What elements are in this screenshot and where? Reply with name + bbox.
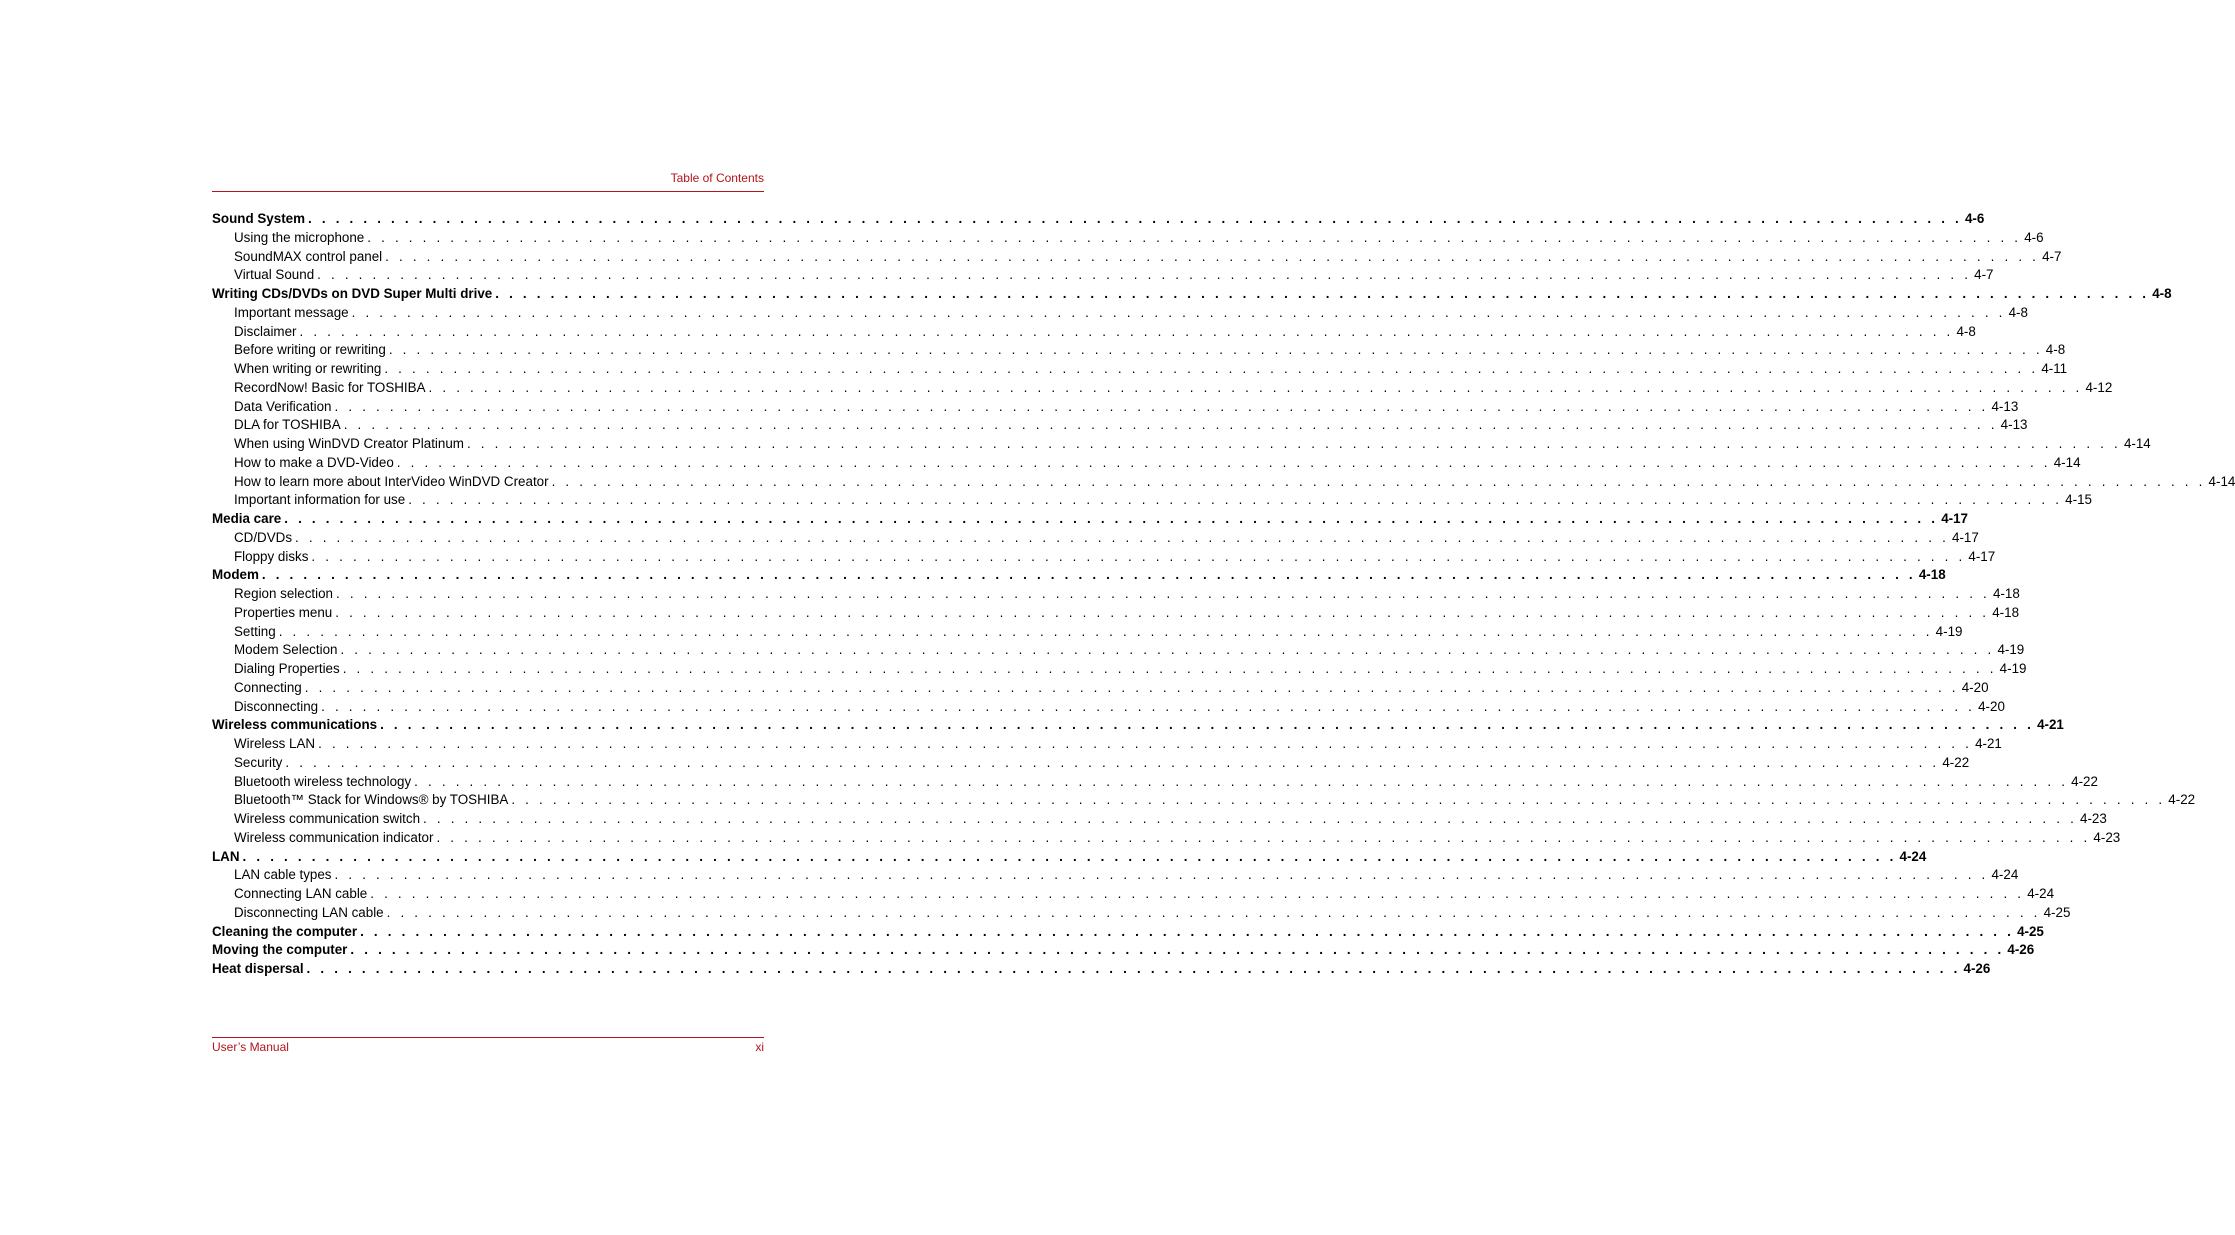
toc-section-entry[interactable] [212, 848, 1927, 867]
toc-dot-leader: . . . . . . . . . . . . . . . . . . . . . . . . . . . . . . . . . . . . . . . . . . . . . . . . . . . . . . . . . . . . . . . . . . . . . . . . . . . . . . . . . . . . . . . . . . . . . . . . . . . . . . . . . . . . . . . . . . . . . . . . [295, 529, 1949, 545]
toc-subsection-entry[interactable] [212, 641, 2025, 660]
toc-entry-page: 4-25 [2017, 923, 2044, 939]
toc-entry-label: Properties menu [234, 604, 333, 620]
toc-dot-leader: . . . . . . . . . . . . . . . . . . . . . . . . . . . . . . . . . . . . . . . . . . . . . . . . . . . . . . . . . . . . . . . . . . . . . . . . . . . . . . . . . . . . . . . . . . . . . . . . . . . . . . . . . . . . . . . . . . . . . . . . [350, 942, 2005, 958]
toc-entry-page: 4-25 [2043, 904, 2071, 920]
toc-dot-leader: . . . . . . . . . . . . . . . . . . . . . . . . . . . . . . . . . . . . . . . . . . . . . . . . . . . . . . . . . . . . . . . . . . . . . . . . . . . . . . . . . . . . . . . . . . . . . . . . . . . . . . . . . . . . . . . . . . . . . . . . [551, 473, 2206, 489]
toc-entry-label: Wireless communication indicator [234, 829, 434, 845]
toc-subsection-entry[interactable] [212, 623, 1963, 642]
toc-dot-leader: . . . . . . . . . . . . . . . . . . . . . . . . . . . . . . . . . . . . . . . . . . . . . . . . . . . . . . . . . . . . . . . . . . . . . . . . . . . . . . . . . . . . . . . . . . . . . . . . . . . . . . . . . . . . . . . . . . . . . . . . [466, 436, 2121, 451]
toc-entry-page: 4-19 [1997, 642, 2025, 658]
toc-dot-leader: . . . . . . . . . . . . . . . . . . . . . . . . . . . . . . . . . . . . . . . . . . . . . . . . . . . . . . . . . . . . . . . . . . . . . . . . . . . . . . . . . . . . . . . . . . . . . . . . . . . . . . . . . . . . . . . . . . . . . . . . [414, 773, 2069, 789]
toc-entry-page: 4-8 [1956, 323, 1976, 339]
toc-section-entry[interactable] [212, 210, 1985, 229]
toc-entry-page: 4-17 [1952, 529, 1979, 545]
toc-dot-leader: . . . . . . . . . . . . . . . . . . . . . . . . . . . . . . . . . . . . . . . . . . . . . . . . . . . . . . . . . . . . . . . . . . . . . . . . . . . . . . . . . . . . . . . . . . . . . . . . . . . . . . . . . . . . . . . . . . . . . . . . [284, 511, 1939, 526]
toc-dot-leader: . . . . . . . . . . . . . . . . . . . . . . . . . . . . . . . . . . . . . . . . . . . . . . . . . . . . . . . . . . . . . . . . . . . . . . . . . . . . . . . . . . . . . . . . . . . . . . . . . . . . . . . . . . . . . . . . . . . . . . . . [285, 754, 1940, 770]
toc-entry-label: Disclaimer [234, 323, 297, 339]
toc-subsection-entry[interactable] [212, 904, 2071, 923]
toc-dot-leader: . . . . . . . . . . . . . . . . . . . . . . . . . . . . . . . . . . . . . . . . . . . . . . . . . . . . . . . . . . . . . . . . . . . . . . . . . . . . . . . . . . . . . . . . . . . . . . . . . . . . . . . . . . . . . . . . . . . . . . . . [334, 867, 1989, 883]
toc-entry-page: 4-15 [2065, 492, 2092, 508]
toc-section-entry[interactable] [212, 960, 1991, 979]
toc-entry-label: Connecting LAN cable [234, 886, 368, 901]
toc-entry-label: Wireless communications [212, 717, 378, 733]
toc-entry-page: 4-24 [1899, 848, 1927, 864]
toc-dot-leader: . . . . . . . . . . . . . . . . . . . . . . . . . . . . . . . . . . . . . . . . . . . . . . . . . . . . . . . . . . . . . . . . . . . . . . . . . . . . . . . . . . . . . . . . . . . . . . . . . . . . . . . . . . . . . . . . . . . . . . . . [351, 304, 2006, 320]
toc-dot-leader: . . . . . . . . . . . . . . . . . . . . . . . . . . . . . . . . . . . . . . . . . . . . . . . . . . . . . . . . . . . . . . . . . . . . . . . . . . . . . . . . . . . . . . . . . . . . . . . . . . . . . . . . . . . . . . . . . . . . . . . . [388, 342, 2043, 358]
toc-dot-leader: . . . . . . . . . . . . . . . . . . . . . . . . . . . . . . . . . . . . . . . . . . . . . . . . . . . . . . . . . . . . . . . . . . . . . . . . . . . . . . . . . . . . . . . . . . . . . . . . . . . . . . . . . . . . . . . . . . . . . . . . [396, 454, 2051, 470]
toc-dot-leader: . . . . . . . . . . . . . . . . . . . . . . . . . . . . . . . . . . . . . . . . . . . . . . . . . . . . . . . . . . . . . . . . . . . . . . . . . . . . . . . . . . . . . . . . . . . . . . . . . . . . . . . . . . . . . . . . . . . . . . . . [386, 904, 2041, 920]
toc-entry-page: 4-12 [2085, 379, 2113, 395]
toc-dot-leader: . . . . . . . . . . . . . . . . . . . . . . . . . . . . . . . . . . . . . . . . . . . . . . . . . . . . . . . . . . . . . . . . . . . . . . . . . . . . . . . . . . . . . . . . . . . . . . . . . . . . . . . . . . . . . . . . . . . . . . . . [334, 398, 1989, 414]
toc-dot-leader: . . . . . . . . . . . . . . . . . . . . . . . . . . . . . . . . . . . . . . . . . . . . . . . . . . . . . . . . . . . . . . . . . . . . . . . . . . . . . . . . . . . . . . . . . . . . . . . . . . . . . . . . . . . . . . . . . . . . . . . . [311, 548, 1966, 564]
toc-subsection-entry[interactable] [212, 585, 2020, 604]
toc-entry-page: 4-22 [1942, 754, 1970, 770]
toc-entry-page: 4-20 [1961, 679, 1989, 695]
toc-entry-label: LAN cable types [234, 867, 332, 883]
toc-entry-label: How to make a DVD-Video [234, 454, 394, 470]
toc-entry-label: How to learn more about InterVideo WinDVD Creator [234, 473, 549, 489]
toc-subsection-entry[interactable] [212, 304, 2028, 323]
toc-subsection-entry[interactable] [212, 398, 2019, 417]
toc-entry-page: 4-17 [1941, 511, 1969, 526]
toc-dot-leader: . . . . . . . . . . . . . . . . . . . . . . . . . . . . . . . . . . . . . . . . . . . . . . . . . . . . . . . . . . . . . . . . . . . . . . . . . . . . . . . . . . . . . . . . . . . . . . . . . . . . . . . . . . . . . . . . . . . . . . . . [340, 642, 1995, 658]
toc-dot-leader: . . . . . . . . . . . . . . . . . . . . . . . . . . . . . . . . . . . . . . . . . . . . . . . . . . . . . . . . . . . . . . . . . . . . . . . . . . . . . . . . . . . . . . . . . . . . . . . . . . . . . . . . . . . . . . . . . . . . . . . . [318, 736, 1973, 751]
toc-entry-label: Important message [234, 304, 349, 320]
toc-dot-leader: . . . . . . . . . . . . . . . . . . . . . . . . . . . . . . . . . . . . . . . . . . . . . . . . . . . . . . . . . . . . . . . . . . . . . . . . . . . . . . . . . . . . . . . . . . . . . . . . . . . . . . . . . . . . . . . . . . . . . . . . [261, 567, 1916, 583]
toc-subsection-entry[interactable] [212, 360, 2068, 379]
toc-entry-label: Data Verification [234, 398, 332, 414]
toc-dot-leader: . . . . . . . . . . . . . . . . . . . . . . . . . . . . . . . . . . . . . . . . . . . . . . . . . . . . . . . . . . . . . . . . . . . . . . . . . . . . . . . . . . . . . . . . . . . . . . . . . . . . . . . . . . . . . . . . . . . . . . . . [423, 811, 2077, 826]
footer-page-number: xi [755, 1040, 764, 1054]
toc-entry-label: Modem [212, 567, 259, 583]
toc-entry-label: Region selection [234, 586, 334, 601]
toc-entry-page: 4-26 [2007, 942, 2035, 958]
toc-dot-leader: . . . . . . . . . . . . . . . . . . . . . . . . . . . . . . . . . . . . . . . . . . . . . . . . . . . . . . . . . . . . . . . . . . . . . . . . . . . . . . . . . . . . . . . . . . . . . . . . . . . . . . . . . . . . . . . . . . . . . . . . [428, 379, 2083, 395]
toc-entry-page: 4-26 [1963, 961, 1991, 976]
toc-section-entry[interactable] [212, 510, 1969, 529]
toc-dot-leader: . . . . . . . . . . . . . . . . . . . . . . . . . . . . . . . . . . . . . . . . . . . . . . . . . . . . . . . . . . . . . . . . . . . . . . . . . . . . . . . . . . . . . . . . . . . . . . . . . . . . . . . . . . . . . . . . . . . . . . . . [408, 492, 2063, 508]
toc-entry-label: DLA for TOSHIBA [234, 417, 341, 433]
toc-entry-label: Bluetooth wireless technology [234, 773, 412, 789]
toc-entry-label: Modem Selection [234, 642, 338, 658]
toc-dot-leader: . . . . . . . . . . . . . . . . . . . . . . . . . . . . . . . . . . . . . . . . . . . . . . . . . . . . . . . . . . . . . . . . . . . . . . . . . . . . . . . . . . . . . . . . . . . . . . . . . . . . . . . . . . . . . . . . . . . . . . . . [299, 323, 1954, 339]
toc-entry-page: 4-18 [1992, 586, 2020, 601]
toc-subsection-entry[interactable] [212, 754, 1970, 773]
toc-subsection-entry[interactable] [212, 454, 2081, 473]
toc-entry-page: 4-17 [1968, 548, 1996, 564]
toc-subsection-entry[interactable] [212, 248, 2062, 267]
toc-dot-leader: . . . . . . . . . . . . . . . . . . . . . . . . . . . . . . . . . . . . . . . . . . . . . . . . . . . . . . . . . . . . . . . . . . . . . . . . . . . . . . . . . . . . . . . . . . . . . . . . . . . . . . . . . . . . . . . . . . . . . . . . [336, 586, 1990, 601]
toc-subsection-entry[interactable] [212, 491, 2092, 510]
toc-section-entry[interactable] [212, 941, 2035, 960]
toc-entry-page: 4-8 [2045, 342, 2066, 358]
toc-dot-leader: . . . . . . . . . . . . . . . . . . . . . . . . . . . . . . . . . . . . . . . . . . . . . . . . . . . . . . . . . . . . . . . . . . . . . . . . . . . . . . . . . . . . . . . . . . . . . . . . . . . . . . . . . . . . . . . . . . . . . . . . [360, 923, 2015, 939]
toc-entry-label: Before writing or rewriting [234, 342, 386, 358]
toc-subsection-entry[interactable] [212, 791, 2196, 810]
toc-subsection-entry[interactable] [212, 416, 2028, 435]
toc-entry-page: 4-14 [2208, 473, 2235, 489]
toc-entry-label: Cleaning the computer [212, 923, 358, 939]
toc-entry-label: Moving the computer [212, 942, 348, 958]
toc-entry-label: Connecting [234, 679, 302, 695]
toc-subsection-entry[interactable] [212, 660, 2027, 679]
toc-subsection-entry[interactable] [212, 548, 1996, 567]
toc-dot-leader: . . . . . . . . . . . . . . . . . . . . . . . . . . . . . . . . . . . . . . . . . . . . . . . . . . . . . . . . . . . . . . . . . . . . . . . . . . . . . . . . . . . . . . . . . . . . . . . . . . . . . . . . . . . . . . . . . . . . . . . . [306, 961, 1961, 976]
toc-entry-label: Disconnecting [234, 698, 319, 714]
toc-subsection-entry[interactable] [212, 773, 2098, 792]
toc-dot-leader: . . . . . . . . . . . . . . . . . . . . . . . . . . . . . . . . . . . . . . . . . . . . . . . . . . . . . . . . . . . . . . . . . . . . . . . . . . . . . . . . . . . . . . . . . . . . . . . . . . . . . . . . . . . . . . . . . . . . . . . . [511, 792, 2166, 808]
toc-dot-leader: . . . . . . . . . . . . . . . . . . . . . . . . . . . . . . . . . . . . . . . . . . . . . . . . . . . . . . . . . . . . . . . . . . . . . . . . . . . . . . . . . . . . . . . . . . . . . . . . . . . . . . . . . . . . . . . . . . . . . . . . [495, 286, 2150, 301]
toc-section-entry[interactable] [212, 923, 2044, 942]
toc-entry-label: Heat dispersal [212, 961, 304, 976]
toc-entry-page: 4-11 [2041, 361, 2068, 376]
running-header-title: Table of Contents [670, 171, 764, 185]
toc-entry-label: Floppy disks [234, 548, 309, 564]
toc-entry-label: Writing CDs/DVDs on DVD Super Multi drive [212, 286, 493, 301]
toc-entry-page: 4-21 [1975, 736, 2002, 751]
toc-entry-page: 4-13 [1991, 398, 2019, 414]
toc-entry-page: 4-14 [2053, 454, 2081, 470]
toc-entry-page: 4-13 [2000, 417, 2028, 433]
toc-dot-leader: . . . . . . . . . . . . . . . . . . . . . . . . . . . . . . . . . . . . . . . . . . . . . . . . . . . . . . . . . . . . . . . . . . . . . . . . . . . . . . . . . . . . . . . . . . . . . . . . . . . . . . . . . . . . . . . . . . . . . . . . [436, 829, 2091, 845]
toc-subsection-entry[interactable] [212, 735, 2002, 754]
table-of-contents [212, 210, 2235, 979]
toc-entry-label: Wireless LAN [234, 736, 316, 751]
toc-dot-leader: . . . . . . . . . . . . . . . . . . . . . . . . . . . . . . . . . . . . . . . . . . . . . . . . . . . . . . . . . . . . . . . . . . . . . . . . . . . . . . . . . . . . . . . . . . . . . . . . . . . . . . . . . . . . . . . . . . . . . . . . [370, 886, 2025, 901]
toc-entry-page: 4-18 [1918, 567, 1946, 583]
toc-subsection-entry[interactable] [212, 866, 2019, 885]
toc-dot-leader: . . . . . . . . . . . . . . . . . . . . . . . . . . . . . . . . . . . . . . . . . . . . . . . . . . . . . . . . . . . . . . . . . . . . . . . . . . . . . . . . . . . . . . . . . . . . . . . . . . . . . . . . . . . . . . . . . . . . . . . . [343, 417, 1998, 433]
toc-dot-leader: . . . . . . . . . . . . . . . . . . . . . . . . . . . . . . . . . . . . . . . . . . . . . . . . . . . . . . . . . . . . . . . . . . . . . . . . . . . . . . . . . . . . . . . . . . . . . . . . . . . . . . . . . . . . . . . . . . . . . . . . [367, 229, 2022, 245]
toc-entry-label: LAN [212, 848, 240, 864]
toc-entry-page: 4-20 [1978, 698, 2005, 714]
toc-entry-page: 4-22 [2168, 792, 2196, 808]
toc-entry-page: 4-23 [2080, 811, 2107, 826]
toc-dot-leader: . . . . . . . . . . . . . . . . . . . . . . . . . . . . . . . . . . . . . . . . . . . . . . . . . . . . . . . . . . . . . . . . . . . . . . . . . . . . . . . . . . . . . . . . . . . . . . . . . . . . . . . . . . . . . . . . . . . . . . . . [321, 698, 1976, 714]
toc-entry-label: CD/DVDs [234, 529, 293, 545]
toc-dot-leader: . . . . . . . . . . . . . . . . . . . . . . . . . . . . . . . . . . . . . . . . . . . . . . . . . . . . . . . . . . . . . . . . . . . . . . . . . . . . . . . . . . . . . . . . . . . . . . . . . . . . . . . . . . . . . . . . . . . . . . . . [385, 248, 2040, 264]
toc-subsection-entry[interactable] [212, 379, 2113, 398]
toc-entry-page: 4-19 [1935, 623, 1963, 639]
toc-subsection-entry[interactable] [212, 266, 1994, 285]
toc-entry-page: 4-8 [2008, 304, 2028, 320]
toc-subsection-entry[interactable] [212, 604, 2020, 623]
toc-dot-leader: . . . . . . . . . . . . . . . . . . . . . . . . . . . . . . . . . . . . . . . . . . . . . . . . . . . . . . . . . . . . . . . . . . . . . . . . . . . . . . . . . . . . . . . . . . . . . . . . . . . . . . . . . . . . . . . . . . . . . . . . [304, 679, 1959, 695]
toc-dot-leader: . . . . . . . . . . . . . . . . . . . . . . . . . . . . . . . . . . . . . . . . . . . . . . . . . . . . . . . . . . . . . . . . . . . . . . . . . . . . . . . . . . . . . . . . . . . . . . . . . . . . . . . . . . . . . . . . . . . . . . . . [242, 848, 1897, 864]
header-rule [212, 191, 764, 192]
toc-subsection-entry[interactable] [212, 885, 2055, 904]
toc-entry-page: 4-7 [1974, 267, 1994, 283]
toc-section-entry[interactable] [212, 566, 1946, 585]
toc-entry-label: Media care [212, 511, 282, 526]
toc-entry-page: 4-6 [1964, 211, 1985, 226]
toc-entry-label: RecordNow! Basic for TOSHIBA [234, 379, 426, 395]
toc-dot-leader: . . . . . . . . . . . . . . . . . . . . . . . . . . . . . . . . . . . . . . . . . . . . . . . . . . . . . . . . . . . . . . . . . . . . . . . . . . . . . . . . . . . . . . . . . . . . . . . . . . . . . . . . . . . . . . . . . . . . . . . . [342, 661, 1997, 676]
toc-section-entry[interactable] [212, 716, 2064, 735]
footer-manual-title: User’s Manual [212, 1040, 289, 1054]
toc-entry-page: 4-8 [2152, 286, 2172, 301]
toc-dot-leader: . . . . . . . . . . . . . . . . . . . . . . . . . . . . . . . . . . . . . . . . . . . . . . . . . . . . . . . . . . . . . . . . . . . . . . . . . . . . . . . . . . . . . . . . . . . . . . . . . . . . . . . . . . . . . . . . . . . . . . . . [278, 623, 1933, 639]
toc-subsection-entry[interactable] [212, 529, 1979, 548]
toc-entry-label: Setting [234, 623, 276, 639]
toc-entry-label: When writing or rewriting [234, 361, 382, 376]
toc-entry-page: 4-23 [2093, 829, 2121, 845]
toc-entry-label: Virtual Sound [234, 267, 315, 283]
toc-entry-page: 4-6 [2024, 229, 2044, 245]
toc-entry-label: When using WinDVD Creator Platinum [234, 436, 464, 451]
toc-entry-page: 4-14 [2123, 436, 2151, 451]
toc-subsection-entry[interactable] [212, 229, 2044, 248]
toc-section-entry[interactable] [212, 285, 2172, 304]
toc-entry-page: 4-24 [2027, 886, 2055, 901]
toc-dot-leader: . . . . . . . . . . . . . . . . . . . . . . . . . . . . . . . . . . . . . . . . . . . . . . . . . . . . . . . . . . . . . . . . . . . . . . . . . . . . . . . . . . . . . . . . . . . . . . . . . . . . . . . . . . . . . . . . . . . . . . . . [308, 211, 1962, 226]
toc-entry-label: Using the microphone [234, 229, 365, 245]
toc-subsection-entry[interactable] [212, 323, 1976, 342]
toc-entry-label: Security [234, 754, 283, 770]
toc-entry-page: 4-24 [1991, 867, 2019, 883]
toc-entry-page: 4-7 [2042, 248, 2062, 264]
toc-entry-page: 4-18 [1992, 604, 2020, 620]
toc-dot-leader: . . . . . . . . . . . . . . . . . . . . . . . . . . . . . . . . . . . . . . . . . . . . . . . . . . . . . . . . . . . . . . . . . . . . . . . . . . . . . . . . . . . . . . . . . . . . . . . . . . . . . . . . . . . . . . . . . . . . . . . . [380, 717, 2035, 733]
toc-entry-label: Important information for use [234, 492, 406, 508]
toc-entry-label: Sound System [212, 211, 306, 226]
toc-dot-leader: . . . . . . . . . . . . . . . . . . . . . . . . . . . . . . . . . . . . . . . . . . . . . . . . . . . . . . . . . . . . . . . . . . . . . . . . . . . . . . . . . . . . . . . . . . . . . . . . . . . . . . . . . . . . . . . . . . . . . . . . [317, 267, 1972, 283]
toc-entry-label: Wireless communication switch [234, 811, 421, 826]
toc-subsection-entry[interactable] [212, 435, 2151, 454]
toc-entry-page: 4-21 [2037, 717, 2064, 733]
toc-subsection-entry[interactable] [212, 341, 2066, 360]
toc-entry-label: Dialing Properties [234, 661, 340, 676]
toc-entry-label: SoundMAX control panel [234, 248, 383, 264]
toc-subsection-entry[interactable] [212, 810, 2107, 829]
toc-dot-leader: . . . . . . . . . . . . . . . . . . . . . . . . . . . . . . . . . . . . . . . . . . . . . . . . . . . . . . . . . . . . . . . . . . . . . . . . . . . . . . . . . . . . . . . . . . . . . . . . . . . . . . . . . . . . . . . . . . . . . . . . [384, 361, 2039, 376]
toc-subsection-entry[interactable] [212, 679, 1989, 698]
toc-subsection-entry[interactable] [212, 473, 2235, 492]
toc-subsection-entry[interactable] [212, 698, 2005, 717]
toc-entry-page: 4-22 [2071, 773, 2098, 789]
toc-dot-leader: . . . . . . . . . . . . . . . . . . . . . . . . . . . . . . . . . . . . . . . . . . . . . . . . . . . . . . . . . . . . . . . . . . . . . . . . . . . . . . . . . . . . . . . . . . . . . . . . . . . . . . . . . . . . . . . . . . . . . . . . [335, 604, 1990, 620]
toc-entry-page: 4-19 [1999, 661, 2027, 676]
footer-rule [212, 1037, 764, 1038]
toc-entry-label: Bluetooth™ Stack for Windows® by TOSHIBA [234, 792, 509, 808]
toc-subsection-entry[interactable] [212, 829, 2121, 848]
toc-entry-label: Disconnecting LAN cable [234, 904, 384, 920]
